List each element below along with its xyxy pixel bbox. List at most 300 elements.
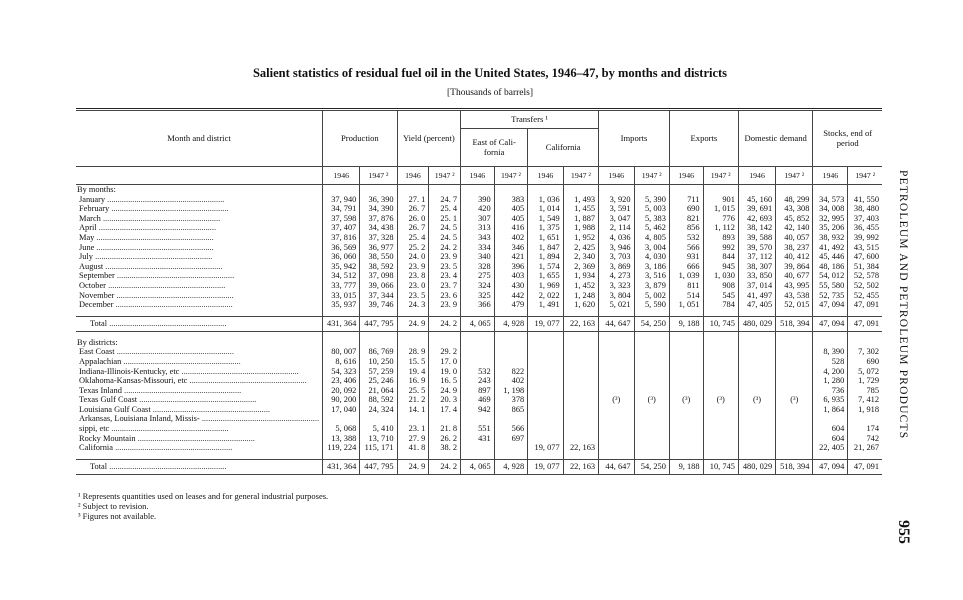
table-cell: 844 [703, 252, 738, 262]
table-cell: 23. 8 [397, 271, 429, 281]
table-cell: 420 [461, 204, 495, 214]
table-cell: 3, 879 [634, 281, 669, 291]
empty-cell [703, 338, 738, 348]
table-cell: 36, 390 [360, 195, 397, 205]
table-cell [528, 367, 563, 377]
table-cell: 4, 928 [494, 459, 528, 474]
table-cell: 945 [703, 262, 738, 272]
table-cell: 119, 224 [323, 443, 360, 453]
year-header: 1946 [323, 167, 360, 185]
table-cell: 37, 598 [323, 214, 360, 224]
table-cell: 24, 324 [360, 405, 397, 415]
table-cell: 307 [461, 214, 495, 224]
table-cell: 41. 8 [397, 443, 429, 453]
row-label [76, 434, 323, 444]
leader-dots [187, 376, 306, 385]
leader-dots [109, 204, 228, 213]
leader-dots [97, 223, 216, 232]
row-label [76, 316, 323, 331]
table-cell: 33, 777 [323, 281, 360, 291]
header-imports: Imports [599, 111, 670, 167]
leader-dots [101, 214, 220, 223]
table-cell: 431, 364 [323, 459, 360, 474]
table-cell: 942 [461, 405, 495, 415]
table-cell: 24. 0 [397, 252, 429, 262]
table-cell: 1, 112 [703, 223, 738, 233]
empty-cell [738, 185, 775, 195]
table-cell: 37, 344 [360, 291, 397, 301]
empty-cell [461, 338, 495, 348]
table-cell: 992 [703, 243, 738, 253]
empty-cell [776, 185, 813, 195]
table-cell: 7, 412 [848, 395, 882, 405]
table-cell: 37, 112 [738, 252, 775, 262]
table-cell: 5, 590 [634, 300, 669, 310]
table-cell: 5, 068 [323, 424, 360, 434]
table-cell: 54, 012 [813, 271, 848, 281]
table-cell: 3, 516 [634, 271, 669, 281]
row-label-text: Total [90, 462, 108, 472]
table-cell: 5, 462 [634, 223, 669, 233]
table-cell: 666 [669, 262, 703, 272]
table-cell: 1, 452 [563, 281, 598, 291]
table-cell: 479 [494, 300, 528, 310]
table-cell: 275 [461, 271, 495, 281]
table-cell [494, 347, 528, 357]
leader-dots [103, 262, 222, 271]
empty-cell [528, 338, 563, 348]
table-cell: 17. 0 [429, 357, 461, 367]
table-cell: 3, 804 [599, 291, 634, 301]
table-cell: 325 [461, 291, 495, 301]
table-cell: 41, 497 [738, 291, 775, 301]
table-cell: 22, 405 [813, 443, 848, 453]
table-cell: 38, 142 [738, 223, 775, 233]
row-label-text: January [79, 194, 106, 204]
table-cell: 20, 092 [323, 386, 360, 396]
table-cell: 27. 9 [397, 434, 429, 444]
leader-dots [200, 414, 319, 423]
table-cell: 25. 4 [397, 233, 429, 243]
year-header: 1947 ² [563, 167, 598, 185]
year-header: 1946 [669, 167, 703, 185]
table-cell: 4, 928 [494, 316, 528, 331]
section-row [76, 185, 882, 195]
empty-cell [360, 338, 397, 348]
table-cell: 480, 029 [738, 459, 775, 474]
empty-cell [669, 338, 703, 348]
table-cell: 34, 791 [323, 204, 360, 214]
table-cell: 690 [669, 204, 703, 214]
table-cell: 23. 1 [397, 424, 429, 434]
total-row [76, 316, 882, 331]
empty-cell [776, 338, 813, 348]
table-cell: 24. 2 [429, 243, 461, 253]
row-label [76, 291, 323, 301]
table-cell: 52, 502 [848, 281, 882, 291]
table-cell: 37, 407 [323, 223, 360, 233]
table-cell: 931 [669, 252, 703, 262]
table-cell: 8, 390 [813, 347, 848, 357]
not-available-cell: (³) [634, 347, 669, 453]
table-cell: 33, 850 [738, 271, 775, 281]
statistics-table [76, 110, 882, 479]
row-label-text: April [79, 223, 97, 233]
header-month-district: Month and district [76, 111, 323, 167]
table-cell: 38, 480 [848, 204, 882, 214]
year-header: 1947 ² [494, 167, 528, 185]
table-cell: 28. 9 [397, 347, 429, 357]
table-cell: 3, 591 [599, 204, 634, 214]
table-row [76, 262, 882, 272]
table-cell: 48, 186 [813, 262, 848, 272]
empty-cell [429, 185, 461, 195]
row-label-text: February [79, 204, 110, 214]
table-cell: 8, 616 [323, 357, 360, 367]
table-title: Salient statistics of residual fuel oil in the United States, 1946–47, by months and districts [252, 66, 728, 80]
empty-cell [528, 185, 563, 195]
table-cell [528, 386, 563, 396]
table-cell: 2, 114 [599, 223, 634, 233]
table-row [76, 233, 882, 243]
running-head [895, 170, 909, 460]
table-cell: 52, 455 [848, 291, 882, 301]
leader-dots [114, 291, 233, 300]
empty-cell [323, 185, 360, 195]
row-label-text: Indiana-Illinois-Kentucky, etc [79, 366, 180, 376]
table-row [76, 271, 882, 281]
table-cell: 24. 9 [397, 316, 429, 331]
table-cell [360, 414, 397, 424]
table-cell: 36, 455 [848, 223, 882, 233]
table-cell: 23. 9 [429, 300, 461, 310]
table-cell: 785 [848, 386, 882, 396]
empty-cell [563, 338, 598, 348]
table-cell: 518, 394 [776, 316, 813, 331]
table-cell [848, 414, 882, 424]
table-cell: 24. 2 [429, 316, 461, 331]
table-row [76, 204, 882, 214]
table-cell: 5, 383 [634, 214, 669, 224]
row-label-text: Arkansas, Louisiana Inland, Missis- [79, 414, 200, 424]
table-cell: 1, 036 [528, 195, 563, 205]
table-cell: 742 [848, 434, 882, 444]
year-header: 1947 ² [360, 167, 397, 185]
table-cell: 865 [494, 405, 528, 415]
row-label-text: September [79, 271, 115, 281]
table-cell [397, 414, 429, 424]
table-cell: 80, 007 [323, 347, 360, 357]
table-cell [528, 405, 563, 415]
table-cell: 17, 040 [323, 405, 360, 415]
table-cell: 25. 2 [397, 243, 429, 253]
table-cell: 897 [461, 386, 495, 396]
table-cell [461, 347, 495, 357]
table-row [76, 300, 882, 310]
table-cell: 29. 2 [429, 347, 461, 357]
table-cell: 893 [703, 233, 738, 243]
table-cell: 402 [494, 376, 528, 386]
table-cell [813, 414, 848, 424]
empty-cell [703, 185, 738, 195]
table-cell: 25. 5 [397, 386, 429, 396]
table-cell: 736 [813, 386, 848, 396]
row-label [76, 376, 323, 386]
table-cell: 383 [494, 195, 528, 205]
table-cell: 38. 2 [429, 443, 461, 453]
table-cell: 3, 004 [634, 243, 669, 253]
table-cell: 22, 163 [563, 316, 598, 331]
empty-cell [813, 185, 848, 195]
row-label-text: California [79, 443, 113, 453]
table-cell: 37, 940 [323, 195, 360, 205]
table-cell: 442 [494, 291, 528, 301]
table-cell: 9, 188 [669, 459, 703, 474]
table-cell: 41, 492 [813, 243, 848, 253]
table-cell: 37, 403 [848, 214, 882, 224]
table-cell: 1, 918 [848, 405, 882, 415]
table-cell: 566 [494, 424, 528, 434]
empty-cell [563, 185, 598, 195]
table-cell: 328 [461, 262, 495, 272]
table-cell: 19, 077 [528, 459, 563, 474]
leader-dots [115, 347, 234, 356]
table-cell: 35, 206 [813, 223, 848, 233]
table-cell: 1, 620 [563, 300, 598, 310]
table-cell: 14. 1 [397, 405, 429, 415]
year-header: 1947 ² [703, 167, 738, 185]
table-cell: 403 [494, 271, 528, 281]
table-cell: 37, 328 [360, 233, 397, 243]
table-cell: 5, 021 [599, 300, 634, 310]
header-exports: Exports [669, 111, 738, 167]
row-label [76, 195, 323, 205]
row-label-text: Texas Gulf Coast [79, 395, 138, 405]
table-cell: 42, 140 [776, 223, 813, 233]
table-cell: 3, 920 [599, 195, 634, 205]
table-row [76, 214, 882, 224]
table-cell: 38, 237 [776, 243, 813, 253]
table-cell: 405 [494, 214, 528, 224]
table-cell: 54, 323 [323, 367, 360, 377]
table-cell: 51, 384 [848, 262, 882, 272]
table-cell: 7, 302 [848, 347, 882, 357]
table-cell: 480, 029 [738, 316, 775, 331]
empty-cell [397, 185, 429, 195]
row-label [76, 233, 323, 243]
empty-cell [848, 185, 882, 195]
table-cell: 402 [494, 233, 528, 243]
table-row [76, 195, 882, 205]
table-cell: 1, 729 [848, 376, 882, 386]
table-cell: 13, 388 [323, 434, 360, 444]
table-cell: 26. 7 [397, 204, 429, 214]
table-cell: 25, 246 [360, 376, 397, 386]
table-cell: 9, 188 [669, 316, 703, 331]
table-cell: 47, 094 [813, 459, 848, 474]
row-label-text: Rocky Mountain [79, 433, 136, 443]
table-cell: 37, 876 [360, 214, 397, 224]
row-label-text: Total [90, 318, 108, 328]
table-cell: 39, 570 [738, 243, 775, 253]
header-blank [76, 167, 323, 185]
row-label-text: East Coast [79, 347, 115, 357]
table-cell: 856 [669, 223, 703, 233]
table-cell: 4, 273 [599, 271, 634, 281]
table-cell: 19, 077 [528, 443, 563, 453]
table-cell: 1, 030 [703, 271, 738, 281]
table-cell: 174 [848, 424, 882, 434]
table-cell: 23. 9 [397, 262, 429, 272]
table-cell [563, 357, 598, 367]
table-row [76, 252, 882, 262]
table-cell: 24. 3 [397, 300, 429, 310]
empty-cell [461, 185, 495, 195]
table-cell: 21. 2 [397, 395, 429, 405]
table-cell: 1, 864 [813, 405, 848, 415]
table-cell: 45, 160 [738, 195, 775, 205]
table-cell: 24. 7 [429, 195, 461, 205]
table-cell: 4, 036 [599, 233, 634, 243]
leader-dots [151, 405, 270, 414]
table-cell: 545 [703, 291, 738, 301]
table-cell: 346 [494, 243, 528, 253]
table-cell: 1, 455 [563, 204, 598, 214]
table-cell: 604 [813, 434, 848, 444]
table-cell: 88, 592 [360, 395, 397, 405]
table-cell [563, 347, 598, 357]
table-cell: 26. 2 [429, 434, 461, 444]
table-cell: 115, 171 [360, 443, 397, 453]
table-cell: 23. 0 [397, 281, 429, 291]
table-cell: 416 [494, 223, 528, 233]
table-cell: 43, 538 [776, 291, 813, 301]
table-cell: 47, 091 [848, 459, 882, 474]
table-cell: 38, 307 [738, 262, 775, 272]
table-cell: 33, 015 [323, 291, 360, 301]
row-label [76, 443, 323, 453]
table-cell: 1, 952 [563, 233, 598, 243]
table-cell: 43, 995 [776, 281, 813, 291]
empty-cell [813, 338, 848, 348]
table-cell [528, 347, 563, 357]
empty-cell [599, 338, 634, 348]
table-cell: 1, 934 [563, 271, 598, 281]
table-cell [563, 405, 598, 415]
section-label: By months: [76, 185, 323, 195]
year-header: 1946 [599, 167, 634, 185]
table-cell: 447, 795 [360, 459, 397, 474]
table-cell: 54, 250 [634, 316, 669, 331]
table-cell: 447, 795 [360, 316, 397, 331]
table-cell: 4, 805 [634, 233, 669, 243]
table-row [76, 281, 882, 291]
table-cell: 13, 710 [360, 434, 397, 444]
total-row [76, 459, 882, 474]
table-cell: 3, 869 [599, 262, 634, 272]
table-cell [563, 386, 598, 396]
table-cell: 1, 988 [563, 223, 598, 233]
row-label-text: November [79, 290, 115, 300]
table-cell: 1, 887 [563, 214, 598, 224]
row-label-text: Oklahoma-Kansas-Missouri, etc [79, 376, 188, 386]
leader-dots [122, 386, 241, 395]
table-cell: 42, 693 [738, 214, 775, 224]
table-cell: 48, 299 [776, 195, 813, 205]
table-cell: 697 [494, 434, 528, 444]
table-cell: 334 [461, 243, 495, 253]
header-production: Production [323, 111, 398, 167]
table-cell: 10, 745 [703, 316, 738, 331]
table-cell [563, 424, 598, 434]
table-cell: 6, 935 [813, 395, 848, 405]
table-cell: 469 [461, 395, 495, 405]
table-cell: 908 [703, 281, 738, 291]
leader-dots [113, 300, 232, 309]
leader-dots [136, 434, 255, 443]
row-label [76, 281, 323, 291]
row-label [76, 459, 323, 474]
footnote: ² Subject to revision. [78, 501, 149, 511]
table-cell: 1, 248 [563, 291, 598, 301]
table-cell [528, 424, 563, 434]
leader-dots [93, 252, 212, 261]
row-label [76, 424, 323, 434]
footnotes [78, 491, 328, 521]
table-cell: 4, 030 [634, 252, 669, 262]
not-available-cell: (³) [599, 347, 634, 453]
table-cell: 38, 550 [360, 252, 397, 262]
table-cell: 52, 578 [848, 271, 882, 281]
empty-cell [494, 185, 528, 195]
empty-cell [738, 338, 775, 348]
table-cell: 566 [669, 243, 703, 253]
table-cell: 19. 0 [429, 367, 461, 377]
table-cell: 40, 677 [776, 271, 813, 281]
table-cell: 1, 549 [528, 214, 563, 224]
empty-cell [429, 338, 461, 348]
table-cell: 52, 735 [813, 291, 848, 301]
bottom-rule-row [76, 474, 882, 479]
table-cell: 35, 942 [323, 262, 360, 272]
table-cell: 4, 065 [461, 316, 495, 331]
table-row [76, 347, 882, 357]
table-cell [461, 357, 495, 367]
table-cell: 532 [669, 233, 703, 243]
table-cell: 243 [461, 376, 495, 386]
table-cell: 22, 163 [563, 443, 598, 453]
table-cell: 52, 015 [776, 300, 813, 310]
table-cell [461, 443, 495, 453]
table-cell: 32, 995 [813, 214, 848, 224]
table-cell: 34, 438 [360, 223, 397, 233]
table-cell: 378 [494, 395, 528, 405]
table-cell: 38, 592 [360, 262, 397, 272]
table-cell: 39, 691 [738, 204, 775, 214]
row-label [76, 271, 323, 281]
table-cell: 1, 375 [528, 223, 563, 233]
table-cell: 2, 340 [563, 252, 598, 262]
table-row [76, 291, 882, 301]
row-label [76, 300, 323, 310]
year-header: 1947 ² [776, 167, 813, 185]
year-header: 1946 [397, 167, 429, 185]
table-cell: 37, 014 [738, 281, 775, 291]
header-california: California [528, 129, 599, 167]
table-cell: 47, 600 [848, 252, 882, 262]
leader-dots [94, 233, 213, 242]
row-label-text: sippi, etc [79, 424, 110, 434]
